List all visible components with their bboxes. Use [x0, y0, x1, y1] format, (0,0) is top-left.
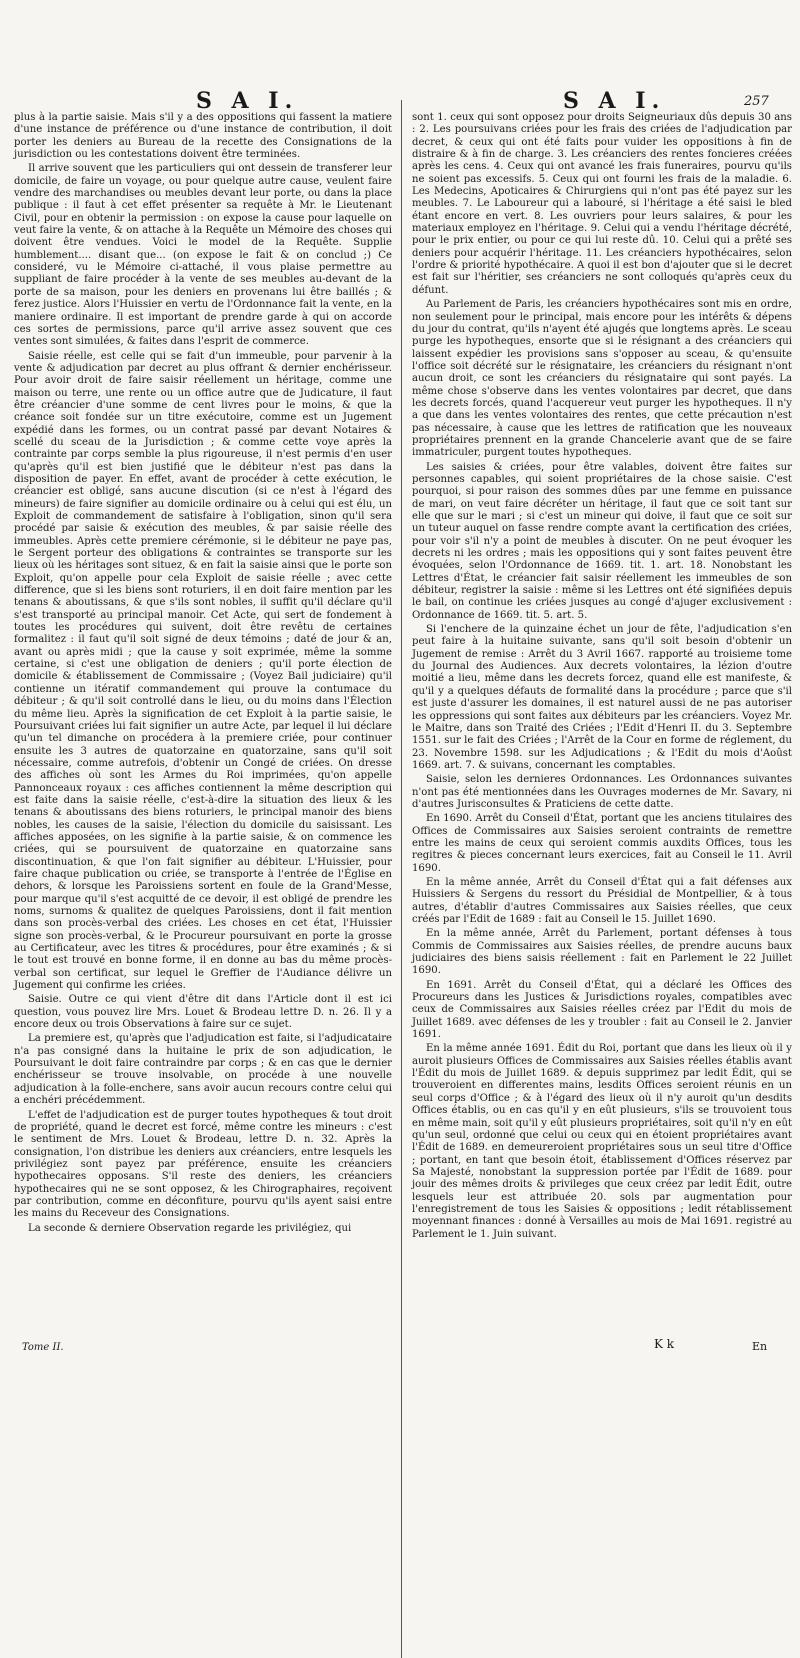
paragraph: Saisie, selon les dernieres Ordonnances. Les Ordonnances suivantes n'ont pas été mentionnées dans les Ouvrages modernes de Mr. Savary, ni d'autres Jurisconsultes & Praticiens de cette datte. [412, 774, 792, 810]
column-divider [401, 100, 402, 1658]
paragraph: En la même année 1691. Édit du Roi, portant que dans les lieux où il y auroit plusieurs Offices de Commissaires aux Saisies réelles établis avant l'Édit du mois de Juillet 1689. & depuis supprimez par ledit Édit, qui se trouveroient en differentes mains, lesdits Offices seroient réunis en un seul corps d'Office ; & à l'égard des lieux où il n'y auroit qu'un desdits Offices établis, ou en cas qu'il y en eût plusieurs, s'ils se trouvoient tous en même main, soit qu'il y eût plusieurs propriétaires, soit qu'il n'y en eût qu'un seul, ordonné que celui ou ceux qui en étoient propriétaires avant l'Édit de 1689. en demeureroient propriétaires sous un seul titre d'Office ; portant, en tant que besoin étoit, établissement d'Offices réservez par Sa Majesté, nonobstant la suppression portée par l'Édit de 1689. pour jouir des mêmes droits & privileges que ceux créez par ledit Édit, outre lesquels leur est attribuée 20. sols par augmentation pour l'enregistrement de tous les Saisies & oppositions ; ledit rétablissement moyennant finances : donné à Versailles au mois de Mai 1691. registré au Parlement le 1. Juin suivant. [412, 1043, 792, 1240]
paragraph: En la même année, Arrêt du Parlement, portant défenses à tous Commis de Commissaires aux Saisies réelles, de prendre aucuns baux judiciaires des biens saisis réellement : fait en Parlement le 22 Juillet 1690. [412, 928, 792, 977]
volume-label: Tome II. [22, 1342, 64, 1353]
page-number: 257 [744, 94, 769, 109]
running-head-right: S A I. [563, 88, 666, 114]
paragraph: La premiere est, qu'après que l'adjudication est faite, si l'adjudicataire n'a pas consigné dans la huitaine le prix de son adjudication, le Poursuivant le doit faire contraindre par corps ; & en cas que le dernier enchérisseur se trouve insolvable, on procéde à une nouvelle adjudication à la folle-enchere, sans avoir aucun recours contre celui qui a enchéri précédemment. [14, 1033, 392, 1107]
paragraph: Si l'enchere de la quinzaine échet un jour de fête, l'adjudication s'en peut faire à la huitaine suivante, sans qu'il soit besoin d'obtenir un Jugement de remise : Arrêt du 3 Avril 1667. rapporté au troisieme tome du Journal des Audiences. Aux decrets volontaires, la lézion d'outre moitié a lieu, même dans les decrets forcez, quand elle est manifeste, & qu'il y a quelques défauts de formalité dans la procédure ; parce que s'il est juste d'assurer les domaines, il est naturel aussi de ne pas autoriser les oppressions qui sont faites aux débiteurs par les créanciers. Voyez Mr. le Maitre, dans son Traité des Criées ; l'Edit d'Henri II. du 3. Septembre 1551. sur le fait des Criées ; l'Arrêt de la Cour en forme de réglement, du 23. Novembre 1598. sur les Adjudications ; & l'Edit du mois d'Aoûst 1669. art. 7. & suivans, concernant les comptables. [412, 624, 792, 771]
paragraph: Au Parlement de Paris, les créanciers hypothécaires sont mis en ordre, non seulement pour le principal, mais encore pour les intérêts & dépens du jour du contrat, qu'ils n'ayent été ajugés que longtems après. Le sceau purge les hypotheques, ensorte que si le résignant a des créanciers qui laissent expédier les provisions sans s'opposer au sceau, & qu'ensuite l'office soit décrété sur le résignataire, les créanciers du résignant n'ont aucun droit, ce sont les créanciers du résignataire qui sont payés. La même chose s'observe dans les ventes volontaires par decret, que dans les decrets forcés, quand l'acquereur veut purger les hypotheques. Il n'y a que dans les ventes volontaires des rentes, que cette précaution n'est pas nécessaire, à cause que les lettres de ratification que les nouveaux propriétaires prennent en la grande Chancelerie avant que de se faire immatriculer, purgent toutes hypotheques. [412, 299, 792, 459]
running-head-left: S A I. [196, 88, 299, 114]
paragraph: Saisie. Outre ce qui vient d'être dit dans l'Article dont il est ici question, vous pouvez lire Mrs. Louet & Brodeau lettre D. n. 26. Il y a encore deux ou trois Observations à faire sur ce sujet. [14, 994, 392, 1031]
paragraph: En 1691. Arrêt du Conseil d'État, qui a déclaré les Offices des Procureurs dans les Justices & Jurisdictions royales, compatibles avec ceux de Commissaires aux Saisies réelles créez par l'Edit du mois de Juillet 1689. avec défenses de les y troubler : fait au Conseil le 2. Janvier 1691. [412, 979, 792, 1041]
paragraph: La seconde & derniere Observation regarde les privilégiez, qui [28, 1222, 352, 1234]
catchword: En [752, 1340, 768, 1353]
paragraph: sont 1. ceux qui sont opposez pour droits Seigneuriaux dûs depuis 30 ans : 2. Les poursuivans criées pour les frais des criées de l'adjudication par decret, & ceux qui ont été faits pour vuider les oppositions à fin de distraire & à fin de charge. 3. Les créanciers des rentes foncieres créées après les cens. 4. Ceux qui ont avancé les frais funeraires, pourvu qu'ils ne soient pas excessifs. 5. Ceux qui ont fourni les frais de la maladie. 6. Les Medecins, Apoticaires & Chirurgiens qui n'ont pas été payez sur les meubles. 7. Le Laboureur qui a labouré, si l'héritage a été saisi le bled étant encore en vert. 8. Les ouvriers pour leurs salaires, & pour les materiaux employez en l'héritage. 9. Celui qui a vendu l'héritage décrété, pour le prix entier, ou pour ce qui lui reste dû. 10. Celui qui a prêté ses deniers pour acquérir l'héritage. 11. Les créanciers hypothécaires, selon l'ordre & priorité hypothécaire. A quoi il est bon d'ajouter que si le decret est fait sur l'héritier, ses créanciers ne sont colloqués qu'après ceux du défunt. [412, 112, 792, 296]
paragraph: En 1690. Arrêt du Conseil d'État, portant que les anciens titulaires des Offices de Commissaires aux Saisies seroient contraints de remettre entre les mains de ceux qui seroient commis auxdits Offices, tous les regitres & pieces concernant leurs exercices, fait au Conseil le 11. Avril 1690. [412, 813, 792, 874]
paragraph: Il arrive souvent que les particuliers qui ont dessein de transferer leur domicile, de faire un voyage, ou pour quelque autre cause, veulent faire vendre des marchandises ou meubles devant leur porte, ou dans la place publique : il faut à cet effet présenter sa requête à Mr. le Lieutenant Civil, pour en obtenir la permission : on expose la cause pour laquelle on veut faire la vente, & on attache à la Requête un Mémoire des choses qui doivent être vendues. Voici le model de la Requête. Supplie humblement.... disant que... (on expose le fait & on conclud ;) Ce consideré, vu le Mémoire ci-attaché, il vous plaise permettre au suppliant de faire procéder à la vente de ses meubles au-devant de la porte de sa maison, pour les deniers en provenans lui être baillés ; & ferez justice. Alors l'Huissier en vertu de l'Ordonnance fait la vente, en la maniere ordinaire. Il est important de prendre garde à qui on accorde ces sortes de permissions, parce qu'il arrive assez souvent que ces ventes sont simulées, & faites dans l'esprit de commerce. [14, 163, 392, 348]
right-column [412, 112, 792, 1243]
paragraph: plus à la partie saisie. Mais s'il y a des oppositions qui fassent la matiere d'une instance de préférence ou d'une instance de contribution, il doit porter les deniers au Bureau de la recette des Consignations de la jurisdiction ou les contestations doivent être terminées. [14, 112, 392, 161]
paragraph: Les saisies & criées, pour être valables, doivent être faites sur personnes capables, qui soient propriétaires de la chose saisie. C'est pourquoi, si pour raison des sommes dûes par une femme en puissance de mari, on veut faire décréter un héritage, il faut que ce soit tant sur elle que sur le mari ; si c'est un mineur qui doive, il faut que ce soit sur un tuteur auquel on fasse rendre compte avant la certification des criées, pour voir s'il n'y a point de meubles à discuter. On ne peut évoquer les decrets ni les ordres ; mais les oppositions qui y sont faites peuvent être évoquées, selon l'Ordonnance de 1669. tit. 1. art. 18. Nonobstant les Lettres d'État, le créancier fait saisir réellement les immeubles de son débiteur, registrer la saisie : même si les Lettres ont été signifiées depuis le bail, on continue les criées jusques au congé d'ajuger exclusivement : Ordonnance de 1669. tit. 5. art. 5. [412, 461, 792, 621]
signature-mark: K k [654, 1337, 675, 1351]
paragraph: En la même année, Arrêt du Conseil d'État qui a fait défenses aux Huissiers & Sergens du ressort du Présidial de Montpellier, & à tous autres, d'établir d'autres Commissaires aux Saisies réelles, que ceux créés par l'Edit de 1689 : fait au Conseil le 15. Juillet 1690. [412, 876, 792, 925]
left-column [14, 112, 392, 1237]
paragraph: L'effet de l'adjudication est de purger toutes hypotheques & tout droit de propriété, quand le decret est forcé, même contre les mineurs : c'est le sentiment de Mrs. Louet & Brodeau, lettre D. n. 32. Après la consignation, l'on distribue les deniers aux créanciers, entre lesquels les privilégiez sont payez par préférence, ensuite les créanciers hypothecaires opposans. S'il reste des deniers, les créanciers hypothecaires qui ne se sont opposez, & les Chirographaires, reçoivent par contribution, comme en déconfiture, pourvu qu'ils ayent saisi entre les mains du Receveur des Consignations. [14, 1109, 392, 1220]
paragraph: Saisie réelle, est celle qui se fait d'un immeuble, pour parvenir à la vente & adjudication par decret au plus offrant & dernier enchérisseur. Pour avoir droit de faire saisir réellement un héritage, comme une maison ou terre, une rente ou un office autre que de Judicature, il faut être créancier d'une somme de cent livres pour le moins, & que la créance soit fondée sur un titre exécutoire, comme est un Jugement expédié dans les formes, ou un contrat passé par devant Notaires & scellé du sceau de la Jurisdiction ; & comme cette voye après la contrainte par corps semble la plus rigoureuse, il n'est permis d'en user qu'après qu'il est bien justifié que le débiteur n'est pas dans la disposition de payer. En effet, avant de procéder à cette exécution, le créancier est obligé, sans aucune discution (si ce n'est à l'égard des mineurs) de faire signifier au domicile ordinaire ou à celui qui est élu, un Exploit de commandement de satisfaire à l'obligation, sinon qu'il sera procédé par saisie & exécution des meubles, & par saisie réelle des immeubles. Après cette premiere cérémonie, si le débiteur ne paye pas, le Sergent porteur des obligations & contraintes se transporte sur les lieux où les héritages sont situez, & en fait la saisie ainsi que le porte son Exploit, qu'on appelle pour cela Exploit de saisie réelle ; avec cette difference, que si les biens sont roturiers, il en doit faire mention par les tenans & aboutissans, & que s'ils sont nobles, il suffit qu'il déclare qu'il s'est transporté au principal manoir. Cet Acte, qui sert de fondement à toutes les procédures qui suivent, doit être revêtu de certaines formalitez : il faut qu'il soit signé de deux témoins ; daté de jour & an, avant ou après midi ; que la cause y soit exprimée, même la somme certaine, si c'est une obligation de deniers ; qu'il porte élection de domicile & établissement de Commissaire ; (Voyez Bail judiciaire) qu'il contienne un itératif commandement qui prouve la contumace du débiteur ; & qu'il soit controllé dans le lieu, ou du moins dans l'Élection du même lieu. Après la signification de cet Exploit à la partie saisie, le Poursuivant criées lui fait signifier un autre Acte, par lequel il lui déclare qu'un tel dimanche on procédera à la premiere criée, pour continuer ensuite les 3 autres de quatorzaine en quatorzaine, sans qu'il soit nécessaire, comme autrefois, d'obtenir un Congé de criées. On dresse des affiches où sont les Armes du Roi imprimées, qu'on appelle Pannonceaux royaux : ces affiches contiennent la même description qui est faite dans la saisie réelle, c'est-à-dire la situation des lieux & les tenans & aboutissans des biens roturiers, le principal manoir des biens nobles, les causes de la saisie, l'élection du domicile du saisissant. Les affiches apposées, on les signifie à la partie saisie, & on commence les criées, qui se poursuivent de quatorzaine en quatorzaine sans discontinuation, & que l'on fait signifier au débiteur. L'Huissier, pour faire chaque publication ou criée, se transporte à l'entrée de l'Église en dehors, & lorsque les Paroissiens sortent en foule de la Grand'Messe, pour marque qu'il s'est acquitté de ce devoir, il est obligé de prendre les noms, surnoms & qualitez de quelques Paroissiens, dont il fait mention dans son procès-verbal des criées. Les choses en cet état, l'Huissier signe son procès-verbal, & le Procureur poursuivant en porte la grosse au Certificateur, avec les titres & procédures, pour être examinés ; & si le tout est trouvé en bonne forme, il en donne au bas du même procès-verbal son certificat, sur lequel le Greffier de l'Audiance délivre un Jugement qui confirme les criées. [14, 350, 392, 992]
